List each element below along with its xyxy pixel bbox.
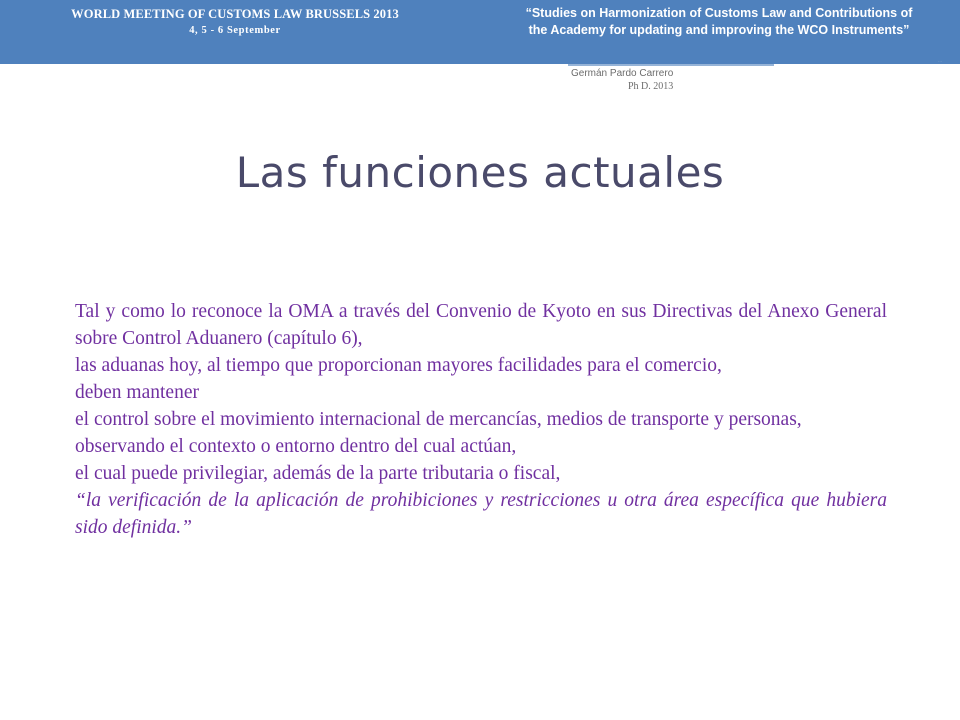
- author-name: Germán Pardo Carrero: [571, 68, 674, 79]
- header-accent-line: [568, 64, 774, 66]
- slide-title: Las funciones actuales: [235, 148, 725, 197]
- corner-mark: ···: [938, 59, 942, 64]
- slide-body: [75, 298, 887, 541]
- event-dates: 4, 5 - 6 September: [189, 25, 281, 36]
- study-title: [488, 5, 950, 39]
- body-paragraph: el cual puede privilegiar, además de la parte tributaria o fiscal,: [75, 463, 561, 484]
- author-degree: Ph D. 2013: [628, 81, 674, 92]
- study-title-line-1: “Studies on Harmonization of Customs Law and Contributions of: [525, 6, 913, 20]
- body-paragraph: deben mantener: [75, 382, 199, 403]
- body-paragraph: Tal y como lo reconoce la OMA a través del Convenio de Kyoto en sus Directivas del Anexo General sobre Control Aduanero (capítulo 6),: [75, 301, 887, 349]
- body-paragraph: observando el contexto o entorno dentro del cual actúan,: [75, 436, 517, 457]
- body-paragraph: las aduanas hoy, al tiempo que proporcionan mayores facilidades para el comercio,: [75, 355, 722, 376]
- event-title: WORLD MEETING OF CUSTOMS LAW BRUSSELS 2013: [71, 7, 399, 21]
- study-title-line-2: the Academy for updating and improving the WCO Instruments”: [528, 23, 910, 37]
- body-paragraph: el control sobre el movimiento internacional de mercancías, medios de transporte y personas,: [75, 409, 802, 430]
- body-quote: “la verificación de la aplicación de prohibiciones y restricciones u otra área específica que hubiera sido definida.”: [75, 490, 887, 538]
